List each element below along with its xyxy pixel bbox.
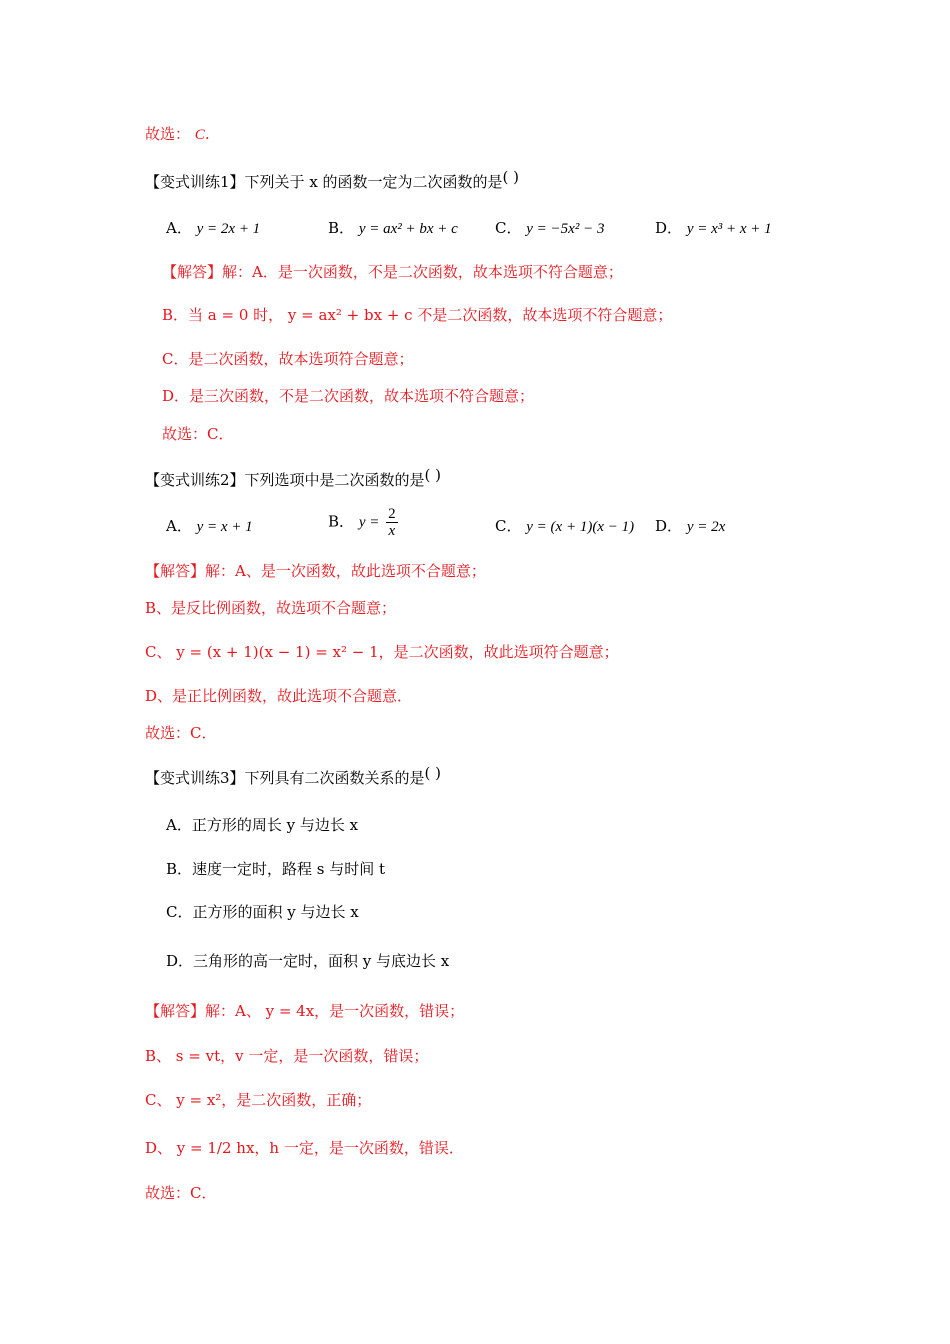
ex3-question: 【变式训练3】下列具有二次函数关系的是( ): [145, 764, 442, 787]
ex1-solution-line: D．是三次函数，不是二次函数，故本选项不符合题意；: [162, 387, 535, 405]
ex2-option-a: A． y = x + 1: [166, 517, 253, 535]
ex3-solution-line: D、 y = 1/2 hx，h 一定，是一次函数，错误．: [145, 1139, 464, 1157]
ex3-solution-line: 【解答】解：A、 y = 4x，是一次函数，错误；: [145, 1002, 465, 1020]
ex1-solution-line: B．当 a = 0 时， y = ax² + bx + c 不是二次函数，故本选项不符合题意；: [162, 306, 673, 324]
ex3-answer: 故选：C．: [145, 1184, 217, 1202]
ex2-solution-line: B、是反比例函数，故选项不合题意；: [145, 599, 397, 617]
ex2-answer: 故选：C．: [145, 724, 217, 742]
ex3-option-c: C．正方形的面积 y 与边长 x: [166, 903, 359, 921]
ex1-option-d: D． y = x³ + x + 1: [655, 219, 772, 237]
ex2-solution-line: 【解答】解：A、是一次函数，故此选项不合题意；: [145, 562, 486, 580]
ex1-option-c: C． y = −5x² − 3: [495, 219, 605, 237]
ex2-option-c: C． y = (x + 1)(x − 1): [495, 517, 635, 535]
ex1-solution-line: C．是二次函数，故本选项符合题意；: [162, 350, 414, 368]
ex2-solution-line: D、是正比例函数，故此选项不合题意．: [145, 687, 413, 705]
ex2-option-b: B． y = $\frac{2}{x}$: [328, 506, 396, 539]
ex3-solution-line: B、 s = vt，v 一定，是一次函数，错误；: [145, 1047, 429, 1065]
ex3-solution-line: C、 y = x²，是二次函数，正确；: [145, 1091, 372, 1109]
ex1-solution-line: 【解答】解：A．是一次函数，不是二次函数，故本选项不符合题意；: [162, 263, 623, 281]
ex3-option-a: A．正方形的周长 y 与边长 x: [166, 816, 359, 834]
ex3-option-b: B．速度一定时，路程 s 与时间 t: [166, 860, 386, 878]
fraction-two-over-x: $\frac{2}{x}$: [388, 506, 396, 539]
ex1-answer: 故选：C．: [162, 425, 234, 443]
ex2-solution-line: C、 y = (x + 1)(x − 1) = x² − 1，是二次函数，故此选项符合题意；: [145, 643, 619, 661]
ex3-option-d: D．三角形的高一定时，面积 y 与底边长 x: [166, 952, 450, 970]
ex2-option-d: D． y = 2x: [655, 517, 726, 535]
ex1-option-a: A． y = 2x + 1: [166, 219, 261, 237]
ex1-option-b: B． y = ax² + bx + c: [328, 219, 458, 237]
ex1-question: 【变式训练1】下列关于 x 的函数一定为二次函数的是( ): [145, 168, 520, 191]
top-answer: 故选： C.: [145, 125, 210, 143]
ex2-question: 【变式训练2】下列选项中是二次函数的是( ): [145, 466, 442, 489]
